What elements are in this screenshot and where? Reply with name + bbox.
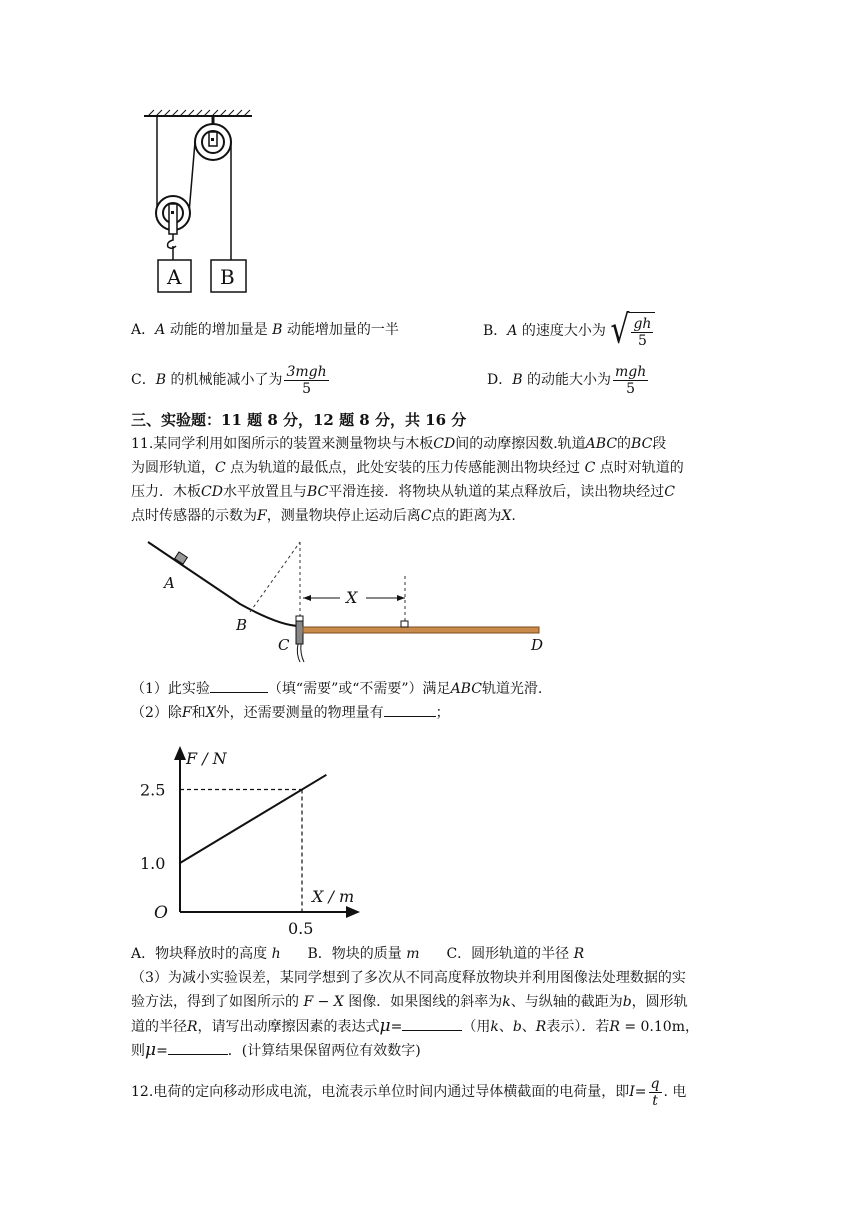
q11-options — [131, 942, 584, 966]
answer-blank-3[interactable] — [402, 1014, 462, 1031]
label-d: D — [531, 636, 544, 654]
x-axis-label: X / m — [312, 887, 355, 906]
y-tick-label: 1.0 — [140, 854, 166, 873]
label-b: B — [236, 616, 248, 634]
q11-part-3-line-3: 道的半径R，请写出动摩擦因素的表达式μ= （用k、b、R表示）．若R = 0.10m， — [131, 1016, 699, 1036]
series-line — [180, 775, 326, 863]
q11-option-a[interactable]: A．物块释放时的高度 h — [131, 946, 281, 962]
q11-stem-line-3: 压力．木板CD水平放置且与BC平滑连接．将物块从轨道的某点释放后，读出物块经过C — [131, 484, 675, 500]
track-figure — [140, 536, 550, 672]
q11-option-c[interactable]: C．圆形轨道的半径 R — [446, 946, 585, 962]
label-c: C — [278, 636, 290, 654]
y-tick-label: 2.5 — [140, 780, 166, 800]
answer-blank-2[interactable] — [384, 700, 436, 717]
answer-blank-4[interactable] — [168, 1038, 228, 1055]
block-b-label: B — [220, 265, 235, 289]
q11-stem-line-2: 为圆形轨道，C 点为轨道的最低点，此处安装的压力传感能测出物块经过 C 点时对轨道的 — [131, 460, 684, 476]
q11-stem-line-4: 点时传感器的示数为F，测量物块停止运动后离C点的距离为X. — [131, 508, 516, 524]
section-title: 三、实验题：11 题 8 分，12 题 8 分，共 16 分 — [131, 411, 467, 429]
block-a-label: A — [167, 265, 182, 289]
q10-option-c: C．B 的机械能减小了为 $\frac{\text{3mgh}}{5}$ — [131, 363, 327, 397]
x-tick-label: 0.5 — [288, 919, 314, 938]
q10-option-d: D．B 的动能大小为 $\frac{\text{mgh}}{5}$ — [487, 363, 647, 397]
label-x: X — [346, 588, 358, 607]
q12-stem: 12.电荷的定向移动形成电流，电流表示单位时间内通过导体横截面的电荷量，即I= $\frac{q}{t}$ . 电 — [131, 1075, 687, 1109]
q10-option-a: A．A 动能的增加量是 B 动能增加量的一半 — [131, 322, 399, 338]
y-axis-label: F / N — [186, 749, 227, 768]
origin-label: O — [154, 903, 168, 923]
pulley-figure — [138, 108, 258, 298]
q11-option-b[interactable]: B．物块的质量 m — [307, 946, 420, 962]
q11-part-3-line-2: 验方法，得到了如图所示的 F − X 图像．如果图线的斜率为k、与纵轴的截距为b，圆形轨 — [131, 994, 688, 1010]
q11-part-3-line-1: （3）为减小实验误差，某同学想到了多次从不同高度释放物块并利用图像法处理数据的实 — [131, 970, 686, 986]
sqrt-expression: √ $\frac{gh}{5}$ — [610, 312, 655, 350]
q10-option-b: B．A 的速度大小为 √ $\frac{gh}{5}$ — [483, 312, 655, 350]
q11-part-2: （2）除F和X外，还需要测量的物理量有 ； — [131, 700, 450, 725]
q11-part-3-line-4: 则μ= ．(计算结果保留两位有效数字) — [131, 1040, 421, 1060]
label-a: A — [164, 574, 175, 592]
q11-stem-line-1: 11.某同学利用如图所示的装置来测量物块与木板CD间的动摩擦因数.轨道ABC的BC段 — [131, 436, 667, 452]
f-x-chart — [134, 742, 374, 938]
answer-blank-1[interactable] — [210, 676, 268, 693]
q11-part-1: （1）此实验 （填“需要”或“不需要”）满足ABC轨道光滑. — [131, 676, 542, 701]
